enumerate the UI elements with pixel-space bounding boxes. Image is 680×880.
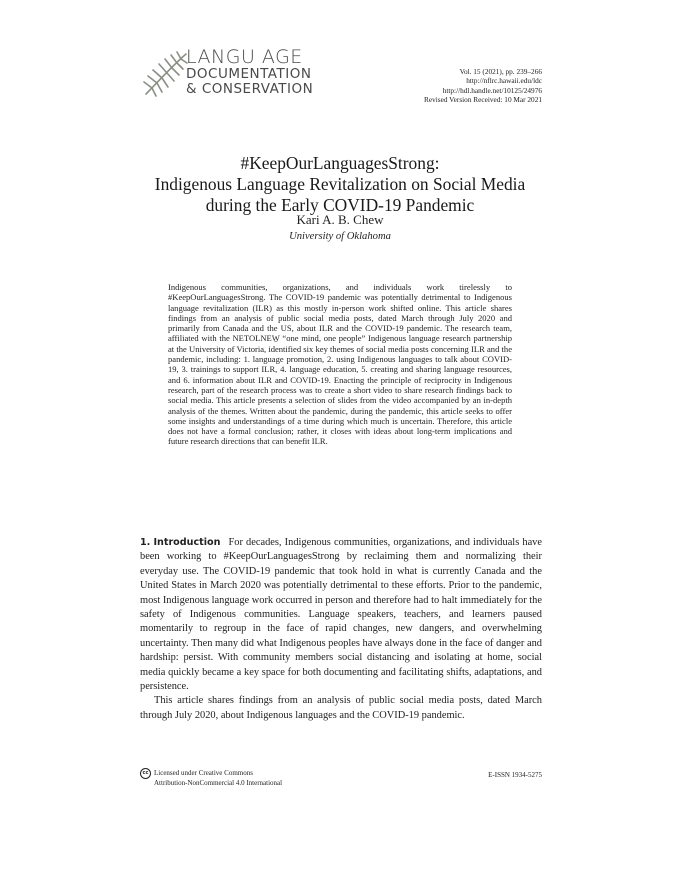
volume-pages: Vol. 15 (2021), pp. 239–266: [459, 67, 542, 76]
handle-url[interactable]: http://hdl.handle.net/10125/24976: [442, 85, 542, 95]
journal-url[interactable]: http://nflrc.hawaii.edu/ldc: [466, 76, 542, 86]
license-line-1: Licensed under Creative Commons: [154, 769, 253, 778]
introduction-section: [140, 536, 542, 723]
section-number: 1.: [140, 537, 151, 548]
publication-metadata: [424, 67, 542, 104]
revision-date: Revised Version Received: 10 Mar 2021: [423, 94, 542, 104]
paper-title: [0, 153, 680, 216]
abstract: Indigenous communities, organizations, and individuals work tirelessly to #KeepOurLanguagesStrong. The COVID-19 pandemic was potentially detrimental to Indigenous language revitalization (ILR) as this mostly in-person work shifted online. This article shares findings from an analysis of public social media posts, dated March through July 2020 and primarily from Canada and the US, about ILR and the COVID-19 pandemic. The research team, affiliated with the NETOLNEW̱ “one mind, one people” Indigenous language research partnership at the University of Victoria, identified six key themes of social media posts concerning ILR and the pandemic, including: 1. language promotion, 2. using Indigenous languages to talk about COVID-19, 3. trainings to support ILR, 4. language education, 5. creating and sharing language resources, and 6. information about ILR and COVID-19. Enacting the principle of reciprocity in Indigenous research, part of the research process was to create a short video to share research findings back to social media. This article presents a selection of slides from the video accompanied by an in-depth analysis of the themes. Written about the pandemic, during the pandemic, this article seeks to offer some insights and understandings of a time during which much is uncertain. Therefore, this article does not have a formal conclusion; rather, it closes with ideas about long-term implications and future research directions that can benefit ILR.: [168, 282, 512, 447]
title-line-2: Indigenous Language Revitalization on Social Media: [154, 174, 526, 194]
fern-icon: [140, 48, 192, 100]
author-affiliation: University of Oklahoma: [289, 231, 391, 242]
logo-line-1: LANGU AGE: [186, 46, 303, 68]
section-heading: Introduction: [153, 537, 221, 548]
intro-paragraph-1-text: For decades, Indigenous communities, organizations, and individuals have been working to #KeepOurLanguagesStrong by reclaiming them and normalizing their everyday use. The COVID-19 pandemic that took hold in what is currently Canada and the United States in March 2020 was potentially detrimental to these efforts. Prior to the pandemic, most Indigenous language work occurred in person and therefore had to halt immediately for the safety of Indigenous communities. Language speakers, teachers, and learners paused momentarily to regroup in the face of rapid changes, new dangers, and overwhelming uncertainty. Then many did what Indigenous peoples have always done in the face of danger and hardship: persist. With community members social distancing and isolating at home, social media quickly became a key space for both documenting and facilitating shifts, adaptations, and persistence.: [140, 537, 542, 693]
title-line-3: during the Early COVID-19 Pandemic: [205, 195, 475, 215]
author-name: Kari A. B. Chew: [296, 212, 384, 227]
logo-line-2: DOCUMENTATION: [186, 66, 312, 82]
license-line-2: Attribution-NonCommercial 4.0 International: [154, 779, 283, 787]
logo-line-3: & CONSERVATION: [186, 80, 314, 97]
intro-paragraph-1: [140, 536, 542, 694]
intro-paragraph-2: This article shares findings from an analysis of public social media posts, dated March through July 2020, about Indigenous languages and the COVID-19 pandemic.: [140, 695, 542, 721]
license-notice: [140, 768, 282, 788]
eissn: E-ISSN 1934-5275: [488, 771, 542, 779]
creative-commons-icon: cc: [140, 768, 151, 779]
title-line-1: #KeepOurLanguagesStrong:: [240, 153, 440, 173]
journal-logo: [140, 48, 340, 100]
